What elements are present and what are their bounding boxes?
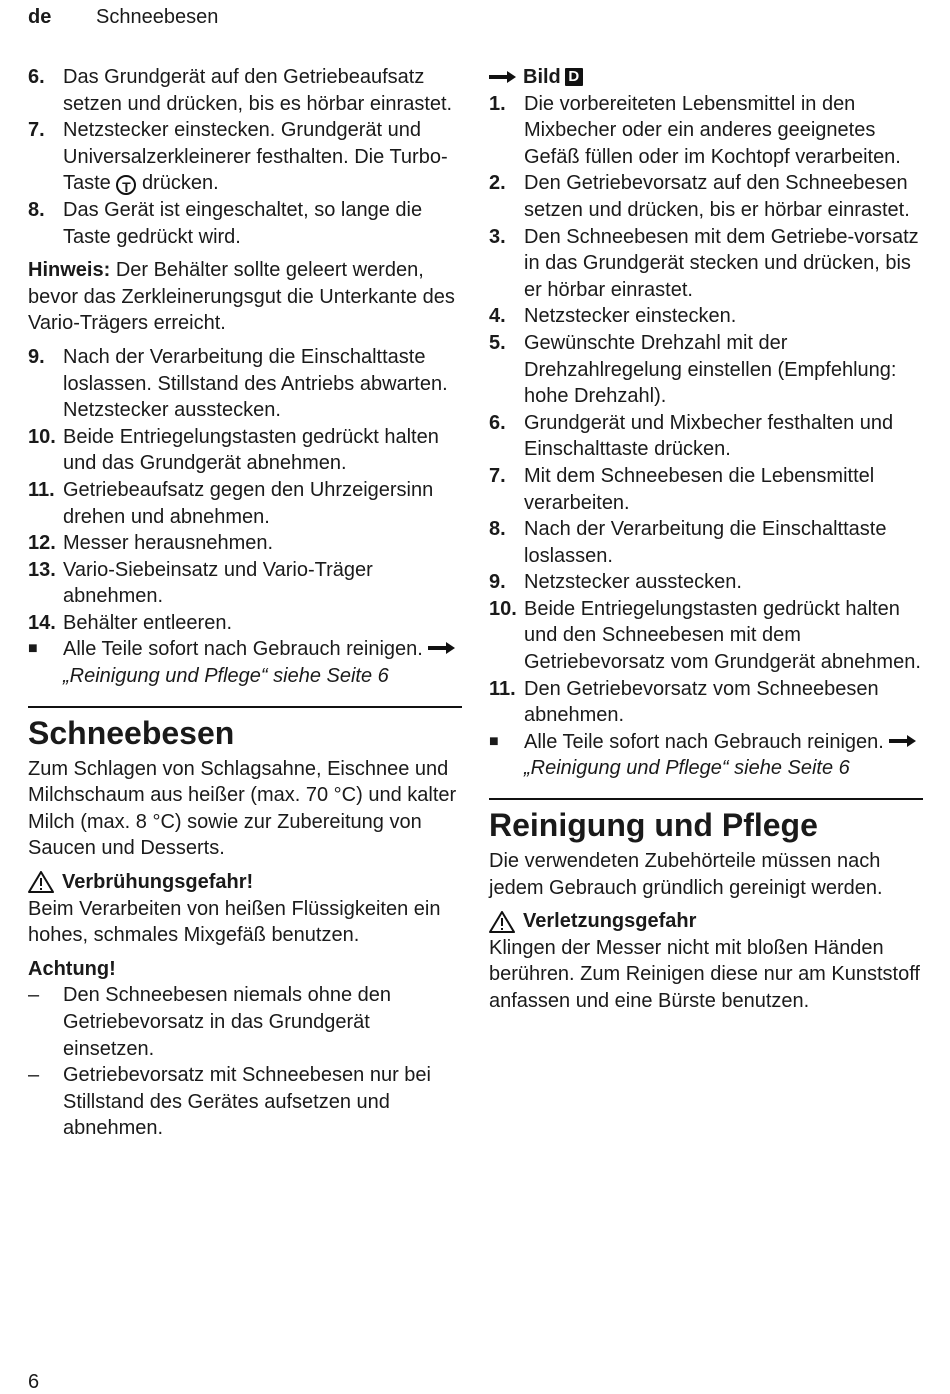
bullet-item xyxy=(28,636,462,689)
warning-triangle-icon xyxy=(28,871,54,893)
step-item xyxy=(28,610,462,637)
step-text: Netzstecker ausstecken. xyxy=(524,571,742,594)
step-text: Vario-Siebeinsatz und Vario-Träger abnehmen. xyxy=(63,558,373,608)
step-text: Getriebeaufsatz gegen den Uhrzeigersinn drehen und abnehmen. xyxy=(63,478,434,528)
cross-reference: „Reinigung und Pflege“ siehe Seite 6 xyxy=(524,757,850,780)
section-title: Schneebesen xyxy=(28,714,235,751)
step-number: 8. xyxy=(28,198,45,221)
step-item xyxy=(28,557,462,610)
step-number: 6. xyxy=(489,411,506,434)
step-number: 11. xyxy=(489,677,516,700)
bullet-text xyxy=(63,636,462,689)
warning-title: Verbrühungsgefahr! xyxy=(62,871,254,894)
section-divider xyxy=(28,706,462,708)
dash-text: Getriebevorsatz mit Schneebesen nur bei Stillstand des Gerätes aufsetzen und abnehmen. xyxy=(63,1064,431,1140)
right-column xyxy=(489,64,923,1015)
arrow-right-icon xyxy=(489,70,517,84)
square-bullet-icon: ■ xyxy=(489,732,499,750)
dash-item xyxy=(28,1062,462,1142)
step-item xyxy=(489,303,923,330)
step-text: Nach der Verarbeitung die Einschalttaste loslassen. xyxy=(524,518,887,567)
step-number: 9. xyxy=(489,571,506,594)
step-text: Beide Entriegelungstasten gedrückt halten und den Schneebesen mit dem Getriebevorsatz vom Grundgerät abnehmen. xyxy=(524,597,921,674)
step-item xyxy=(489,224,923,304)
warning-text: Beim Verarbeiten von heißen Flüssigkeiten ein hohes, schmales Mixgefäß benutzen. xyxy=(28,897,441,947)
step-number: 7. xyxy=(28,119,45,142)
step-item xyxy=(489,91,923,171)
step-number: 7. xyxy=(489,464,506,487)
step-text: Netzstecker einstecken. xyxy=(524,305,737,328)
dash-item xyxy=(28,982,462,1062)
step-number: 12. xyxy=(28,532,56,555)
step-text: Gewünschte Drehzahl mit der Drehzahlregelung einstellen (Empfehlung: hohe Drehzahl). xyxy=(524,331,897,408)
left-column xyxy=(28,64,462,1142)
dash-bullet: – xyxy=(28,984,40,1007)
step-text-part: Netzstecker einstecken. Grundgerät und Universalzerkleinerer festhalten. Die Turbo-Taste xyxy=(63,119,448,195)
bullet-item xyxy=(489,729,923,782)
step-item xyxy=(28,197,462,250)
step-number: 9. xyxy=(28,345,45,368)
language-code: de xyxy=(28,6,52,28)
turbo-button-icon: T xyxy=(116,175,136,195)
header-title: Schneebesen xyxy=(96,6,219,28)
figure-reference xyxy=(489,64,923,91)
section-intro: Die verwendeten Zubehörteile müssen nach jedem Gebrauch gründlich gereinigt werden. xyxy=(489,850,883,899)
bullet-text-part: Alle Teile sofort nach Gebrauch reinigen. xyxy=(63,638,423,661)
figure-label: Bild xyxy=(523,66,561,88)
step-number: 5. xyxy=(489,331,506,354)
square-bullet-icon: ■ xyxy=(28,640,38,658)
dash-bullet: – xyxy=(28,1064,40,1087)
arrow-right-icon xyxy=(889,734,917,748)
step-number: 13. xyxy=(28,558,56,581)
cross-reference: „Reinigung und Pflege“ siehe Seite 6 xyxy=(63,665,389,688)
section-divider xyxy=(489,798,923,800)
step-item xyxy=(489,170,923,223)
warning-heading xyxy=(489,908,923,935)
warning-heading xyxy=(28,869,462,896)
step-number: 10. xyxy=(28,425,56,448)
step-item xyxy=(28,424,462,477)
step-item xyxy=(28,477,462,530)
step-number: 14. xyxy=(28,611,56,634)
step-number: 11. xyxy=(28,478,55,501)
step-text: Das Gerät ist eingeschaltet, so lange die Taste gedrückt wird. xyxy=(63,198,423,248)
note-paragraph xyxy=(28,257,462,337)
section-intro: Zum Schlagen von Schlagsahne, Eischnee und Milchschaum aus heißer (max. 70 °C) und kalter Milch (max. 8 °C) sowie zur Zubereitung von Saucen und Desserts. xyxy=(28,757,457,860)
step-text: Messer herausnehmen. xyxy=(63,532,274,555)
note-text: Der Behälter sollte geleert werden, bevor das Zerkleinerungsgut die Unterkante des Vario-Trägers erreicht. xyxy=(28,259,455,335)
step-number: 6. xyxy=(28,66,45,88)
warning-text: Klingen der Messer nicht mit bloßen Händen berühren. Zum Reinigen diese nur am Kunststoff anfassen und eine Bürste benutzen. xyxy=(489,936,920,1012)
arrow-right-icon xyxy=(428,641,456,655)
note-label: Hinweis: xyxy=(28,259,111,282)
step-item xyxy=(489,569,923,596)
caution-title: Achtung! xyxy=(28,957,116,980)
step-number: 8. xyxy=(489,518,506,541)
step-text-part: drücken. xyxy=(141,172,219,195)
step-text: Das Grundgerät auf den Getriebeaufsatz setzen und drücken, bis es hörbar einrastet. xyxy=(63,66,453,115)
step-item xyxy=(489,463,923,516)
step-text: Die vorbereiteten Lebensmittel in den Mixbecher oder ein anderes geeignetes Gefäß füllen oder im Kochtopf verarbeiten. xyxy=(524,92,901,168)
warning-triangle-icon xyxy=(489,911,515,933)
step-number: 10. xyxy=(489,597,517,620)
step-text: Grundgerät und Mixbecher festhalten und Einschalttaste drücken. xyxy=(524,411,894,461)
step-item xyxy=(489,410,923,463)
step-text: Behälter entleeren. xyxy=(63,611,233,634)
step-text: Beide Entriegelungstasten gedrückt halten und das Grundgerät abnehmen. xyxy=(63,425,439,475)
step-number: 1. xyxy=(489,92,506,115)
figure-letter-badge: D xyxy=(565,68,583,86)
step-number: 3. xyxy=(489,225,506,248)
step-number: 4. xyxy=(489,305,506,328)
step-text: Den Getriebevorsatz auf den Schneebesen setzen und drücken, bis er hörbar einrastet. xyxy=(524,172,910,221)
step-item xyxy=(489,516,923,569)
page-header xyxy=(28,6,218,29)
step-text: Den Getriebevorsatz vom Schneebesen abnehmen. xyxy=(524,677,879,727)
step-item xyxy=(28,117,462,197)
step-text: Nach der Verarbeitung die Einschalttaste loslassen. Stillstand des Antriebs abwarten. Netzstecker ausstecken. xyxy=(63,345,448,422)
step-item xyxy=(489,330,923,410)
bullet-text xyxy=(524,729,923,782)
step-text xyxy=(63,117,462,197)
step-item xyxy=(28,344,462,424)
dash-text: Den Schneebesen niemals ohne den Getriebevorsatz in das Grundgerät einsetzen. xyxy=(63,984,392,1060)
bullet-text-part: Alle Teile sofort nach Gebrauch reinigen. xyxy=(524,730,884,753)
page-number: 6 xyxy=(28,1371,40,1393)
step-item xyxy=(28,64,462,117)
step-text: Mit dem Schneebesen die Lebensmittel verarbeiten. xyxy=(524,464,875,514)
step-item xyxy=(28,530,462,557)
step-number: 2. xyxy=(489,172,506,195)
step-item xyxy=(489,676,923,729)
step-text: Den Schneebesen mit dem Getriebe-vorsatz in das Grundgerät stecken und drücken, bis er hörbar einrastet. xyxy=(524,225,919,301)
step-item xyxy=(489,596,923,676)
section-title: Reinigung und Pflege xyxy=(489,807,818,844)
warning-title: Verletzungsgefahr xyxy=(523,910,697,933)
